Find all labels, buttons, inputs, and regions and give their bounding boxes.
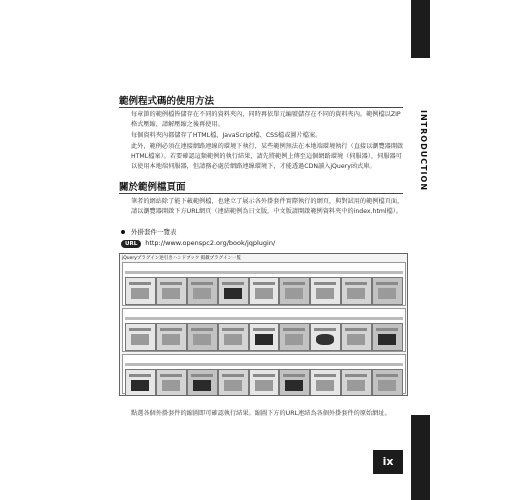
screenshot-title: jQueryプラグイン逆引きハンドブック 掲載プラグイン一覧 [122, 256, 241, 261]
plugin-thumbnail[interactable] [249, 369, 280, 396]
plugin-thumbnail[interactable] [341, 277, 372, 305]
plugin-thumbnail[interactable] [310, 369, 341, 396]
plugin-thumbnail[interactable] [249, 323, 280, 351]
plugin-list-screenshot [119, 253, 408, 396]
heading-rule [119, 107, 403, 108]
plugin-thumbnail[interactable] [125, 323, 156, 351]
bullet-plugin-list: 外掛套件一覽表 [121, 227, 177, 236]
plugin-thumbnail[interactable] [310, 277, 341, 305]
url-link[interactable]: http://www.openspc2.org/book/jqplugin/ [145, 239, 276, 247]
screenshot-section [122, 308, 406, 352]
plugin-thumbnail[interactable] [310, 323, 341, 351]
plugin-thumbnail[interactable] [156, 323, 187, 351]
plugin-thumbnail[interactable] [156, 277, 187, 305]
section-heading-sample-page: 關於範例檔頁面 [119, 182, 186, 193]
usage-paragraph-1: 每章節的範例檔皆儲存在不同的資料夾內，同時再依單元編號儲存在不同的資料夾內。範例檔以ZIP格式壓縮，請解壓縮之後再使用。 [131, 111, 401, 129]
plugin-thumbnail[interactable] [125, 369, 156, 396]
plugin-thumbnail[interactable] [372, 323, 403, 351]
plugin-thumbnail[interactable] [249, 277, 280, 305]
usage-paragraph-2: 每個資料夾內都儲存了HTML檔、JavaScript檔、CSS檔或圖片檔案。 [131, 132, 322, 139]
screenshot-section [122, 262, 406, 306]
plugin-thumbnail[interactable] [279, 323, 310, 351]
sample-page-paragraph: 筆者的網站除了能下載範例檔，也建立了展示各外掛套件實際執行的網頁，與對試用的範例檔頁面，請以瀏覽器開啟下方URL網頁（連結範例為日文版，中文版請開啟範例資料夾中的index.html檔）。 [131, 198, 404, 216]
plugin-thumbnail[interactable] [187, 323, 218, 351]
plugin-thumbnail[interactable] [125, 277, 156, 305]
plugin-thumbnail[interactable] [372, 277, 403, 305]
plugin-thumbnail[interactable] [279, 369, 310, 396]
usage-paragraph-3: 此外，範例必須在連接網路連線的環境下執行，某些範例無法在本地端環境執行（直接以瀏覽器開啟HTML檔案）。若要確認這類範例的執行結果，請先將範例上傳至這個網路環境（伺服器），伺服器可以使用本地端伺服器，但請務必處於網路連線環境下，才能透過CDN讀入jQuery函式庫。 [131, 143, 404, 171]
screenshot-section [122, 354, 406, 394]
plugin-thumbnail[interactable] [341, 369, 372, 396]
plugin-thumbnail[interactable] [187, 277, 218, 305]
plugin-thumbnail[interactable] [279, 277, 310, 305]
chapter-tab [411, 0, 430, 500]
plugin-thumbnail[interactable] [218, 369, 249, 396]
plugin-thumbnail[interactable] [218, 277, 249, 305]
tab-label: INTRODUCTION [419, 110, 428, 192]
tab-bottom-block [411, 415, 430, 500]
plugin-thumbnail[interactable] [187, 369, 218, 396]
heading-rule [119, 193, 403, 194]
plugin-thumbnail[interactable] [156, 369, 187, 396]
page-number: ix [373, 450, 403, 474]
url-badge-icon: URL [121, 240, 141, 248]
plugin-thumbnail[interactable] [218, 323, 249, 351]
screenshot-caption: 點選各個外掛套件的縮圖即可確認執行結果。縮圖下方的URL連結為各個外掛套件的原始網址。 [131, 410, 391, 417]
plugin-thumbnail[interactable] [372, 369, 403, 396]
tab-top-block [411, 0, 430, 58]
plugin-thumbnail[interactable] [341, 323, 372, 351]
bullet-icon [121, 230, 125, 234]
url-line [121, 239, 275, 248]
section-heading-usage: 範例程式碼的使用方法 [119, 96, 215, 107]
